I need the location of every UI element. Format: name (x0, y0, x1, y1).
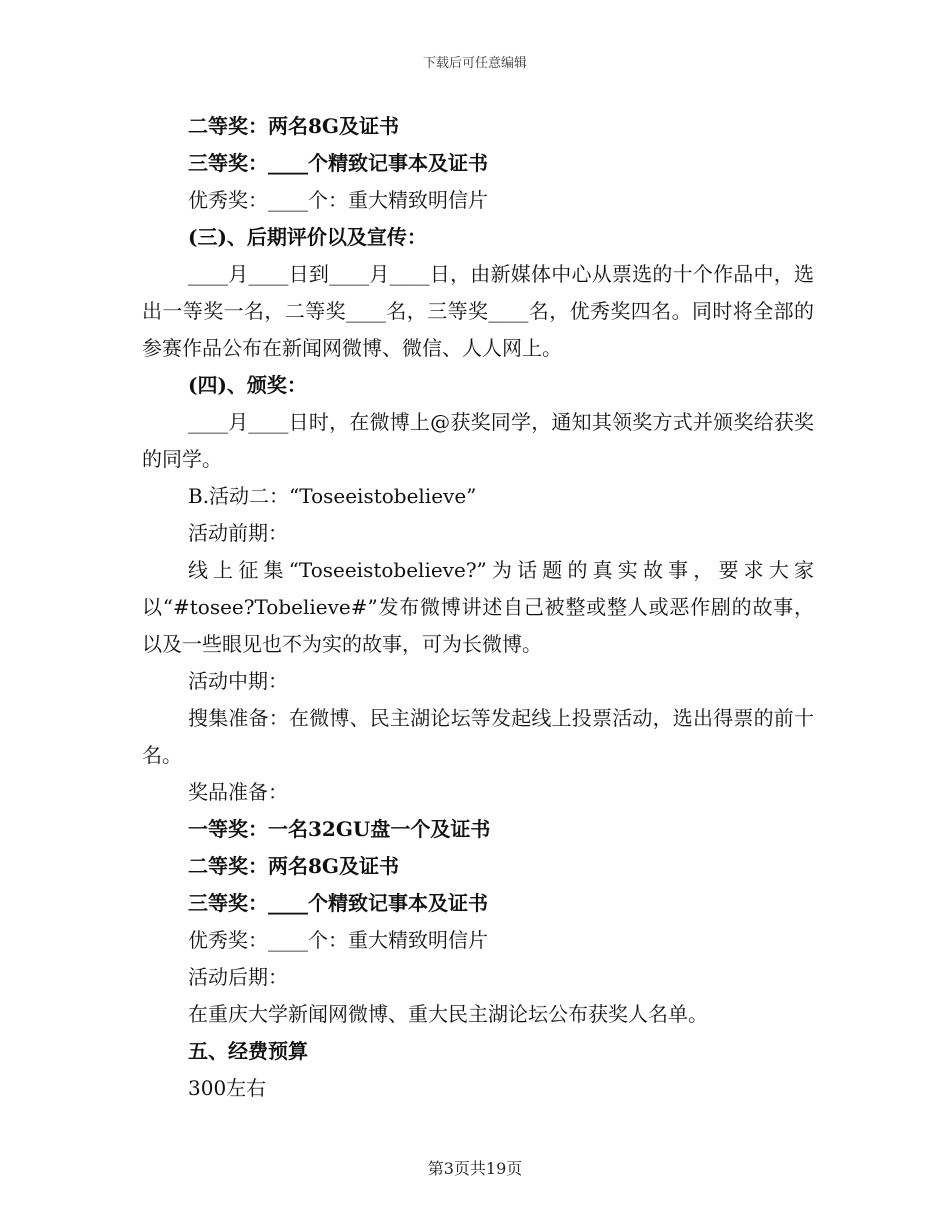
second-prize-line: 二等奖：两名8G及证书 (188, 114, 399, 138)
budget-amount: 300左右 (188, 1076, 267, 1100)
prize-prep-label: 奖品准备： (188, 780, 288, 804)
first-prize-line: 一等奖：一名32GU盘一个及证书 (188, 817, 491, 841)
mid-activity-label: 活动中期： (188, 669, 288, 693)
post-activity-label: 活动后期： (188, 965, 288, 989)
third-prize-line: 三等奖：____个精致记事本及证书 (188, 151, 488, 175)
pre-activity-label: 活动前期： (188, 521, 288, 545)
merit-prize-line-2: 优秀奖：____个：重大精致明信片 (188, 928, 488, 952)
post-activity-text: 在重庆大学新闻网微博、重大民主湖论坛公布获奖人名单。 (188, 1002, 708, 1026)
activity-two-title: B.活动二：“Toseeistobelieve” (188, 484, 477, 508)
third-prize-line-2: 三等奖：____个精致记事本及证书 (188, 891, 488, 915)
pre-activity-paragraph: 线上征集“Toseeistobelieve?”为话题的真实故事，要求大家以“#tosee?Tobelieve#”发布微博讲述自己被整或整人或恶作剧的故事，以及一些眼见也不为实的故事，可为长微博。 (142, 558, 814, 656)
evaluation-paragraph: ____月____日到____月____日，由新媒体中心从票选的十个作品中，选出一等奖一名，二等奖____名，三等奖____名，优秀奖四名。同时将全部的参赛作品公布在新闻网微博、微信、人人网上。 (142, 262, 814, 360)
section-heading-evaluation: (三)、后期评价以及宣传： (188, 225, 427, 249)
second-prize-line-2: 二等奖：两名8G及证书 (188, 854, 399, 878)
merit-prize-line: 优秀奖：____个：重大精致明信片 (188, 188, 488, 212)
section-heading-budget: 五、经费预算 (188, 1039, 308, 1063)
mid-activity-paragraph: 搜集准备：在微博、民主湖论坛等发起线上投票活动，选出得票的前十名。 (142, 706, 814, 767)
section-heading-award: (四)、颁奖： (188, 373, 307, 397)
page-header-note: 下载后可任意编辑 (422, 56, 527, 71)
page-number: 第3页共19页 (427, 1159, 523, 1178)
award-paragraph: ____月____日时，在微博上@获奖同学，通知其领奖方式并颁奖给获奖的同学。 (142, 410, 814, 471)
document-body (142, 108, 814, 1107)
